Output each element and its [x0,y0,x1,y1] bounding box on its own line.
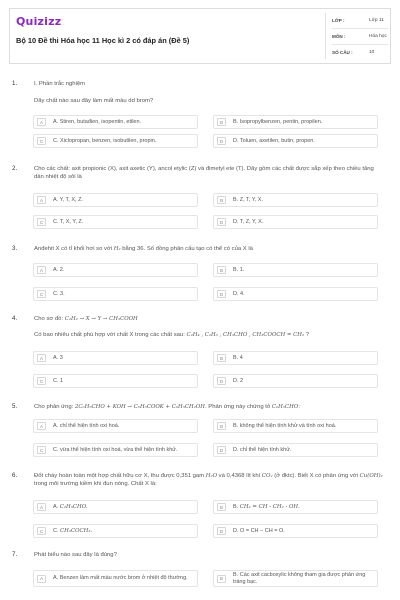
question-text [34,472,384,488]
question-text-part: ? [304,332,310,338]
option-letter: A [37,575,46,583]
option-text: A. 2. [53,266,65,273]
option-c[interactable] [33,374,198,388]
document-title: Bộ 10 Đề thi Hóa học 11 Học kì 2 có đáp án (Đề 5) [16,36,190,45]
formula: H₂ [113,246,121,252]
formula: Cu(OH)₂ [359,473,383,479]
question-text [34,331,384,339]
option-letter: A [37,422,46,430]
formula: CO₂ [261,473,273,479]
meta-count-key: SỐ CÂU : [332,49,353,55]
question-text [34,245,384,253]
option-d[interactable] [213,287,378,301]
document-header [9,8,391,64]
option-text: B. Các axit cacboxylic không tham gia được phản ứng tráng bạc. [233,571,366,585]
formula: CH₂ = CH - CH₂ - OH. [239,503,300,510]
option-letter: B [217,196,226,204]
option-text [53,528,92,535]
question-text [34,315,384,323]
option-text: B. 1. [233,266,245,273]
option-text-part: A. [53,503,60,510]
formula: H₂O [205,473,218,479]
option-letter: C [37,527,46,535]
option-text: D. Toluen, axetilen, butin, propen. [233,137,315,144]
option-letter: B [217,422,226,430]
formula: C₂H₂ → X → Y → CH₃COOH [64,316,138,322]
question-text: Phát biểu nào sau đây là đúng? [34,552,117,558]
option-letter: A [37,354,46,362]
meta-grade [332,13,392,27]
option-text: C. 3. [53,290,65,297]
option-text: D. T, Z, Y, X. [233,218,264,225]
option-text: A. chỉ thể hiện tính oxi hoá. [53,422,120,429]
option-a[interactable] [33,419,198,433]
meta-subject-key: MÔN : [332,33,346,39]
option-b[interactable] [213,570,378,587]
option-a[interactable] [33,570,198,587]
option-c[interactable] [33,215,198,229]
option-text: C. Xiclopropan, benzen, isobutilen, propin. [53,137,157,144]
option-text-part: B. [233,503,240,510]
option-text: B. Isopropylbenzen, pentin, propilen. [233,118,323,125]
question-number: 7. [12,551,18,558]
question-text-part: Cho sơ đồ: [34,316,65,322]
formula: C₆H₅CHO [271,404,299,410]
meta-grade-value: Lớp 11 [369,17,384,23]
question-text: Cho các chất: axit propionic (X), axit axetic (Y), ancol etylic (Z) và đimetyl ete (T). Dãy gồm các chất được sắp xếp theo chiều tăng dần nhiệt độ sôi là [34,166,374,181]
question-text-part: Đốt cháy hoàn toàn một hợp chất hữu cơ X, thu được 0,351 gam [34,473,206,479]
question-text-part: và 0,4368 lít khí [217,473,262,479]
formula: C₂H₅CHO. [59,503,88,510]
option-letter: A [37,118,46,126]
option-letter: B [217,503,226,511]
option-letter: D [217,377,226,385]
option-letter: C [37,137,46,145]
option-letter: C [37,377,46,385]
option-b[interactable] [213,351,378,365]
question-text-part: Cho phản ứng: [34,404,75,410]
option-d[interactable] [213,134,378,148]
option-text: A. Y, T, X, Z. [53,196,83,203]
option-letter: B [217,266,226,274]
option-text-part: C. [53,527,61,534]
option-b[interactable] [213,263,378,277]
option-letter: D [217,527,226,535]
option-d[interactable] [213,215,378,229]
option-d[interactable] [213,374,378,388]
option-letter: A [37,266,46,274]
meta-subject-value: Hóa học [369,33,387,39]
option-a[interactable] [33,115,198,129]
option-text: B. Z, T, Y, X. [233,196,263,203]
option-c[interactable] [33,134,198,148]
option-letter: C [37,218,46,226]
meta-count-value: 10 [369,49,375,55]
option-text: C. T, X, Y, Z. [53,218,84,225]
question-text-part: : [298,404,300,410]
option-text: A. 3 [53,354,63,361]
option-letter: B [217,575,226,583]
option-b[interactable] [213,115,378,129]
option-text: D. 4. [233,290,245,297]
option-letter: D [217,218,226,226]
option-text-part: D. O = CH − CH = O. [233,527,285,534]
option-c[interactable] [33,524,198,538]
option-text: B. 4 [233,354,243,361]
formula: CH₃COCH₃. [60,527,93,534]
meta-count [332,45,392,59]
option-b[interactable] [213,193,378,207]
header-divider [325,13,326,59]
option-text: A. Benzen làm mất màu nước brom ở nhiệt độ thường. [53,575,188,582]
formula: C₂H₄ , C₂H₆ , CH₃CHO , CH₃COOCH = CH₂ [186,332,305,338]
option-letter: D [217,446,226,454]
option-b[interactable] [213,500,378,514]
option-a[interactable] [33,193,198,207]
question-text-part: Anđehit X có tỉ khối hơi so với [34,246,114,252]
option-a[interactable] [33,263,198,277]
option-text [233,528,285,535]
question-text-part: . Phản ứng này chứng tỏ [205,404,272,410]
meta-subject [332,29,392,43]
option-text: B. không thể hiện tính khử và tính oxi hoá. [233,422,337,429]
option-text: D. chỉ thể hiện tính khử. [233,446,292,453]
option-d[interactable] [213,524,378,538]
option-d[interactable] [213,443,378,457]
option-text [53,504,88,511]
option-text: A. Stiren, butađien, isopentin, etilen. [53,118,142,125]
section-heading: I. Phần trắc nghiệm [34,81,86,87]
question-number: 4. [12,315,18,322]
question-text-part: bằng 36. Số đồng phân cấu tạo có thể có của X là [120,246,253,252]
option-letter: A [37,196,46,204]
option-text [233,504,300,511]
question-number: 3. [12,245,18,252]
option-a[interactable] [33,500,198,514]
option-text: C. 1 [53,377,64,384]
option-a[interactable] [33,351,198,365]
question-text [34,403,384,411]
question-number: 5. [12,403,18,410]
option-letter: C [37,446,46,454]
question-number: 1. [12,80,18,87]
option-letter: D [217,137,226,145]
option-c[interactable] [33,443,198,457]
meta-grade-key: LỚP : [332,17,345,23]
question-text-part: trong môi trường kiềm khi đun nóng. Chất X là: [34,481,157,488]
quizizz-logo: Quizizz [16,15,62,28]
question-number: 6. [12,472,18,479]
question-number: 2. [12,165,18,172]
option-letter: B [217,354,226,362]
option-letter: D [217,290,226,298]
formula: 2C₆H₅CHO + KOH → C₆H₅COOK + C₆H₅CH₂OH [74,404,206,410]
option-letter: C [37,290,46,298]
question-text: Dãy chất nào sau đây làm mất màu dd brom? [34,98,154,104]
question-text-part: (ở đktc). Biết X có phản ứng với [272,473,360,479]
question-text-part: Có bao nhiêu chất phù hợp với chất X trong các chất sau: [34,332,187,338]
option-b[interactable] [213,419,378,433]
option-text: D. 2 [233,377,244,384]
option-text: C. vừa thể hiện tính oxi hoá, vừa thể hiện tính khử. [53,446,178,453]
option-letter: A [37,503,46,511]
option-letter: B [217,118,226,126]
option-c[interactable] [33,287,198,301]
